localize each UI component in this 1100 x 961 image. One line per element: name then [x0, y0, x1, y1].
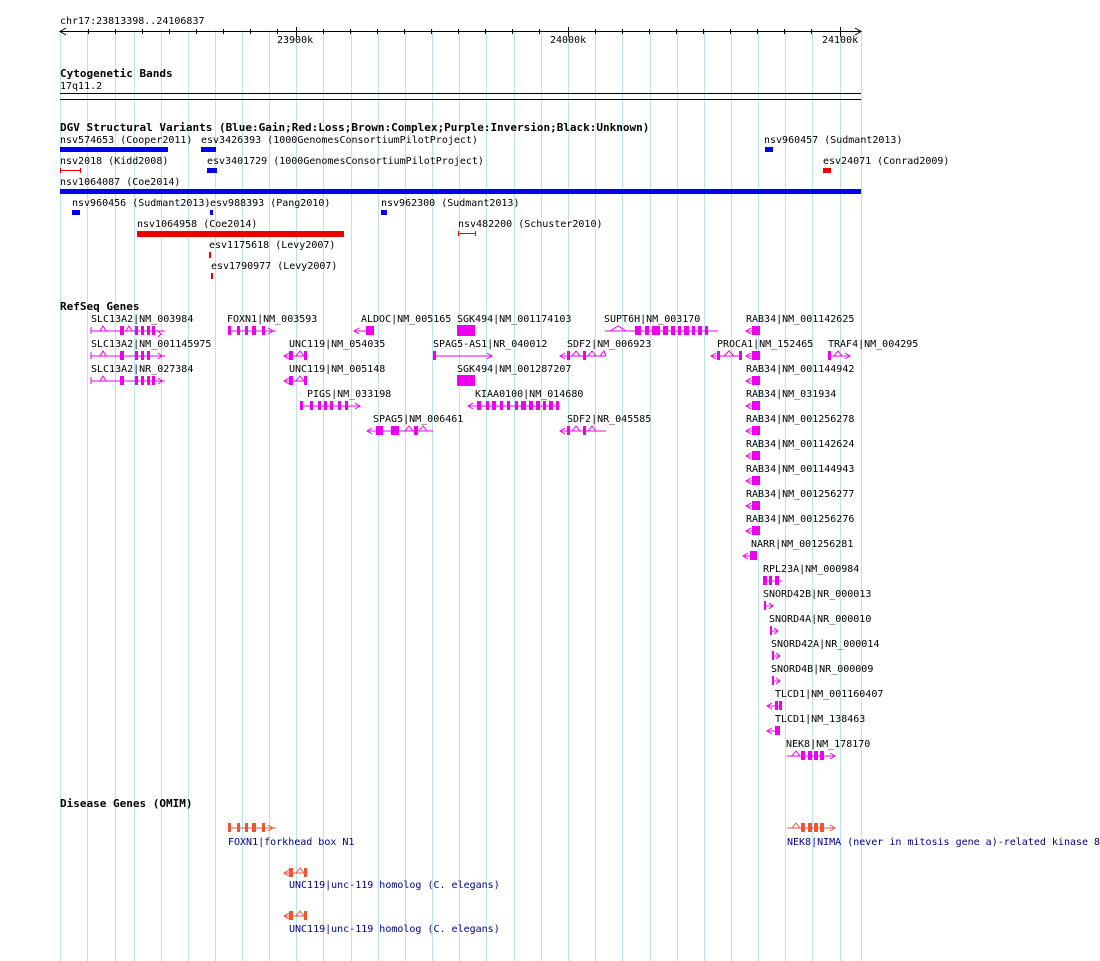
gene-glyph — [828, 351, 850, 359]
gene-label[interactable]: RAB34|NM_001256276 — [746, 514, 855, 525]
omim-label[interactable]: FOXN1|forkhead box N1 — [228, 837, 355, 848]
gene-glyph — [91, 351, 165, 359]
gene-label[interactable]: TLCD1|NM_138463 — [775, 714, 866, 725]
variant-label[interactable]: esv24071 (Conrad2009) — [823, 156, 950, 167]
track-title-omim[interactable]: Disease Genes (OMIM) — [60, 797, 193, 810]
gene-label[interactable]: SLC13A2|NM_003984 — [91, 314, 194, 325]
gene-label[interactable]: SDF2|NR_045585 — [567, 414, 652, 425]
gene-label[interactable]: RAB34|NM_001142624 — [746, 439, 855, 450]
variant-label[interactable]: nsv962300 (Sudmant2013) — [381, 198, 520, 209]
omim-label[interactable]: NEK8|NIMA (never in mitosis gene a)-related kinase 8 — [787, 837, 1100, 848]
track-title-refseq[interactable]: RefSeq Genes — [60, 300, 140, 313]
tick-label: 23900k — [277, 35, 314, 46]
gene-label[interactable]: SNORD42B|NR_000013 — [763, 589, 872, 600]
gene-label[interactable]: RAB34|NM_001144942 — [746, 364, 855, 375]
gene-label[interactable]: UNC119|NM_054035 — [289, 339, 386, 350]
track-title-dgv[interactable]: DGV Structural Variants (Blue:Gain;Red:Loss;Brown:Complex;Purple:Inversion;Black:Unknown) — [60, 121, 650, 134]
gene-label[interactable]: SPAG5-AS1|NR_040012 — [433, 339, 548, 350]
variant-label[interactable]: esv1790977 (Levy2007) — [211, 261, 338, 272]
tick-label: 24000k — [550, 35, 587, 46]
track-title-cytogenetic[interactable]: Cytogenetic Bands — [60, 67, 173, 80]
omim-glyph — [284, 911, 307, 919]
omim-label[interactable]: UNC119|unc-119 homolog (C. elegans) — [289, 924, 500, 935]
variant-label[interactable]: esv988393 (Pang2010) — [210, 198, 331, 209]
gene-label[interactable]: SNORD42A|NR_000014 — [771, 639, 880, 650]
omim-glyph — [284, 868, 307, 876]
gene-label[interactable]: UNC119|NM_005148 — [289, 364, 386, 375]
variant-label[interactable]: nsv574653 (Cooper2011) — [60, 135, 193, 146]
variant-label[interactable]: nsv1064958 (Coe2014) — [137, 219, 258, 230]
tick-label: 24100k — [822, 35, 859, 46]
gene-label[interactable]: TLCD1|NM_001160407 — [775, 689, 884, 700]
gene-label[interactable]: SDF2|NM_006923 — [567, 339, 652, 350]
gene-label[interactable]: SLC13A2|NM_001145975 — [91, 339, 212, 350]
cytoband-label: 17q11.2 — [60, 81, 103, 92]
gene-label[interactable]: RAB34|NM_031934 — [746, 389, 837, 400]
gene-label[interactable]: RPL23A|NM_000984 — [763, 564, 860, 575]
gene-glyph — [433, 353, 492, 359]
gene-label[interactable]: TRAF4|NM_004295 — [828, 339, 919, 350]
gene-label[interactable]: ALDOC|NM_005165 — [361, 314, 452, 325]
gene-label[interactable]: RAB34|NM_001256277 — [746, 489, 855, 500]
variant-label[interactable]: nsv2018 (Kidd2008) — [60, 156, 169, 167]
gene-label[interactable]: KIAA0100|NM_014680 — [475, 389, 584, 400]
gene-label[interactable]: NEK8|NM_178170 — [786, 739, 871, 750]
gene-label[interactable]: SPAG5|NM_006461 — [373, 414, 464, 425]
gene-label[interactable]: FOXN1|NM_003593 — [227, 314, 318, 325]
gene-glyph — [284, 376, 307, 384]
gene-glyph — [468, 403, 560, 409]
variant-label[interactable]: esv3401729 (1000GenomesConsortiumPilotProject) — [207, 156, 484, 167]
gene-label[interactable]: RAB34|NM_001256278 — [746, 414, 855, 425]
omim-glyphs[interactable] — [0, 790, 890, 930]
gene-label[interactable]: SNORD4A|NR_000010 — [769, 614, 872, 625]
variant-label[interactable]: esv3426393 (1000GenomesConsortiumPilotProject) — [201, 135, 478, 146]
variant-label[interactable]: nsv960456 (Sudmant2013) — [72, 198, 211, 209]
gene-label[interactable]: PROCA1|NM_152465 — [717, 339, 814, 350]
gene-label[interactable]: RAB34|NM_001144943 — [746, 464, 855, 475]
variant-label[interactable]: nsv482200 (Schuster2010) — [458, 219, 603, 230]
gene-label[interactable]: PIGS|NM_033198 — [307, 389, 392, 400]
gene-label[interactable]: SUPT6H|NM_003170 — [604, 314, 701, 325]
gene-glyph — [284, 351, 307, 359]
variant-label[interactable]: nsv960457 (Sudmant2013) — [764, 135, 903, 146]
gene-label[interactable]: NARR|NM_001256281 — [751, 539, 854, 550]
omim-label[interactable]: UNC119|unc-119 homolog (C. elegans) — [289, 880, 500, 891]
region-label: chr17:23813398..24106837 — [60, 16, 205, 27]
gene-label[interactable]: SLC13A2|NR_027384 — [91, 364, 194, 375]
gene-label[interactable]: SNORD4B|NR_000009 — [771, 664, 874, 675]
gene-label[interactable]: RAB34|NM_001142625 — [746, 314, 855, 325]
gene-glyph — [711, 351, 742, 359]
gene-label[interactable]: SGK494|NM_001287207 — [457, 364, 572, 375]
variant-label[interactable]: nsv1064087 (Coe2014) — [60, 177, 181, 188]
gene-label[interactable]: SGK494|NM_001174103 — [457, 314, 572, 325]
variant-label[interactable]: esv1175618 (Levy2007) — [209, 240, 336, 251]
